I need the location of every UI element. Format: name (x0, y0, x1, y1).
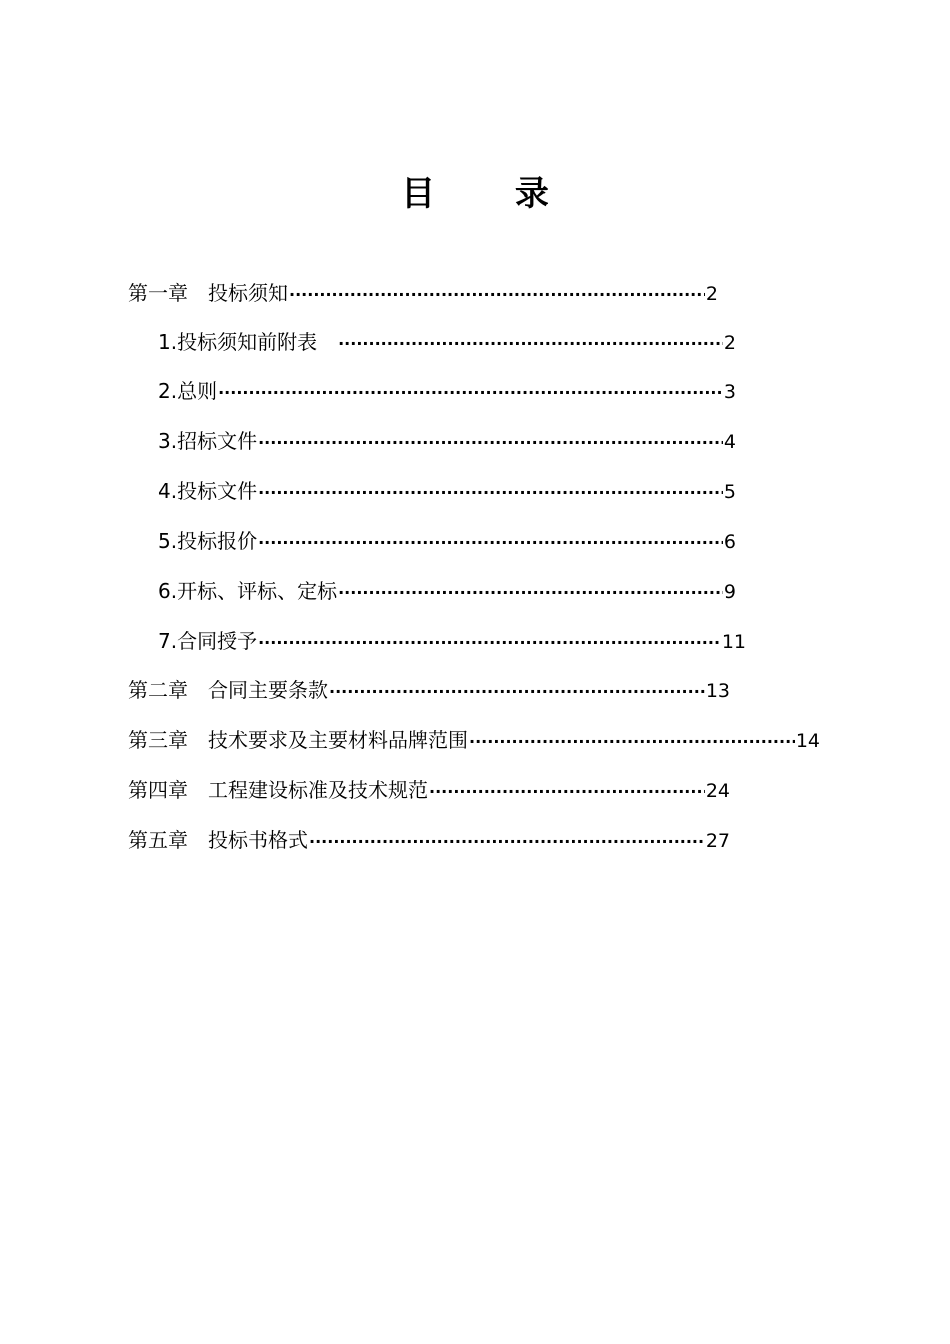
toc-page-number: 9 (723, 581, 736, 603)
toc-entry-chapter-4[interactable] (128, 775, 730, 807)
toc-entry-label: 投标须知 (208, 281, 288, 305)
toc-section-number: 6. (158, 579, 178, 603)
toc-entry-label: 技术要求及主要材料品牌范围 (208, 728, 468, 752)
toc-leader-dots (338, 329, 723, 359)
toc-page-number: 5 (723, 481, 736, 503)
toc-chapter-label: 第三章 (128, 728, 188, 752)
toc-entry-label: 投标须知前附表 (177, 330, 318, 354)
toc-entry-label: 投标文件 (177, 479, 258, 503)
toc-leader-dots (429, 777, 705, 807)
toc-entry-label: 总则 (177, 379, 218, 403)
page-title: 目 录 (401, 174, 583, 214)
toc-entry-chapter-1[interactable] (128, 278, 718, 310)
toc-page-number: 27 (705, 830, 730, 852)
toc-entry-label: 工程建设标准及技术规范 (208, 778, 428, 802)
toc-page-number: 11 (721, 631, 746, 653)
toc-page-number: 24 (705, 780, 730, 802)
toc-page-number: 4 (723, 431, 736, 453)
toc-leader-dots (469, 727, 795, 757)
toc-leader-dots (338, 578, 723, 608)
toc-entry-label: 投标书格式 (208, 828, 308, 852)
toc-page-number: 2 (705, 283, 718, 305)
toc-leader-dots (258, 428, 723, 458)
toc-leader-dots (289, 280, 705, 310)
toc-entry-chapter-3[interactable] (128, 725, 820, 757)
toc-entry-section-6[interactable] (158, 576, 736, 608)
toc-section-number: 1. (158, 330, 178, 354)
toc-chapter-label: 第四章 (128, 778, 188, 802)
toc-leader-dots (309, 827, 705, 857)
toc-entry-label: 开标、评标、定标 (177, 579, 338, 603)
toc-leader-dots (258, 478, 723, 508)
toc-entry-section-3[interactable] (158, 426, 736, 458)
toc-section-number: 4. (158, 479, 178, 503)
toc-entry-label: 合同授予 (177, 629, 258, 653)
toc-page-number: 13 (705, 680, 730, 702)
toc-entry-label: 投标报价 (177, 529, 258, 553)
toc-leader-dots (258, 628, 721, 658)
toc-leader-dots (258, 528, 723, 558)
toc-entry-chapter-2[interactable] (128, 675, 730, 707)
toc-page-number: 3 (723, 381, 736, 403)
toc-entry-section-2[interactable] (158, 376, 736, 408)
toc-entry-label: 招标文件 (177, 429, 258, 453)
toc-section-number: 5. (158, 529, 178, 553)
toc-page-number: 6 (723, 531, 736, 553)
toc-entry-label: 合同主要条款 (208, 678, 328, 702)
toc-leader-dots (218, 378, 723, 408)
toc-section-number: 7. (158, 629, 178, 653)
toc-chapter-label: 第五章 (128, 828, 188, 852)
toc-section-number: 2. (158, 379, 178, 403)
toc-page-number: 14 (795, 730, 820, 752)
toc-entry-section-4[interactable] (158, 476, 736, 508)
toc-page-number: 2 (723, 332, 736, 354)
toc-entry-section-1[interactable] (158, 327, 736, 359)
toc-chapter-label: 第二章 (128, 678, 188, 702)
toc-entry-section-7[interactable] (158, 626, 746, 658)
toc-entry-chapter-5[interactable] (128, 825, 730, 857)
toc-chapter-label: 第一章 (128, 281, 188, 305)
toc-section-number: 3. (158, 429, 178, 453)
toc-entry-section-5[interactable] (158, 526, 736, 558)
toc-leader-dots (329, 677, 705, 707)
